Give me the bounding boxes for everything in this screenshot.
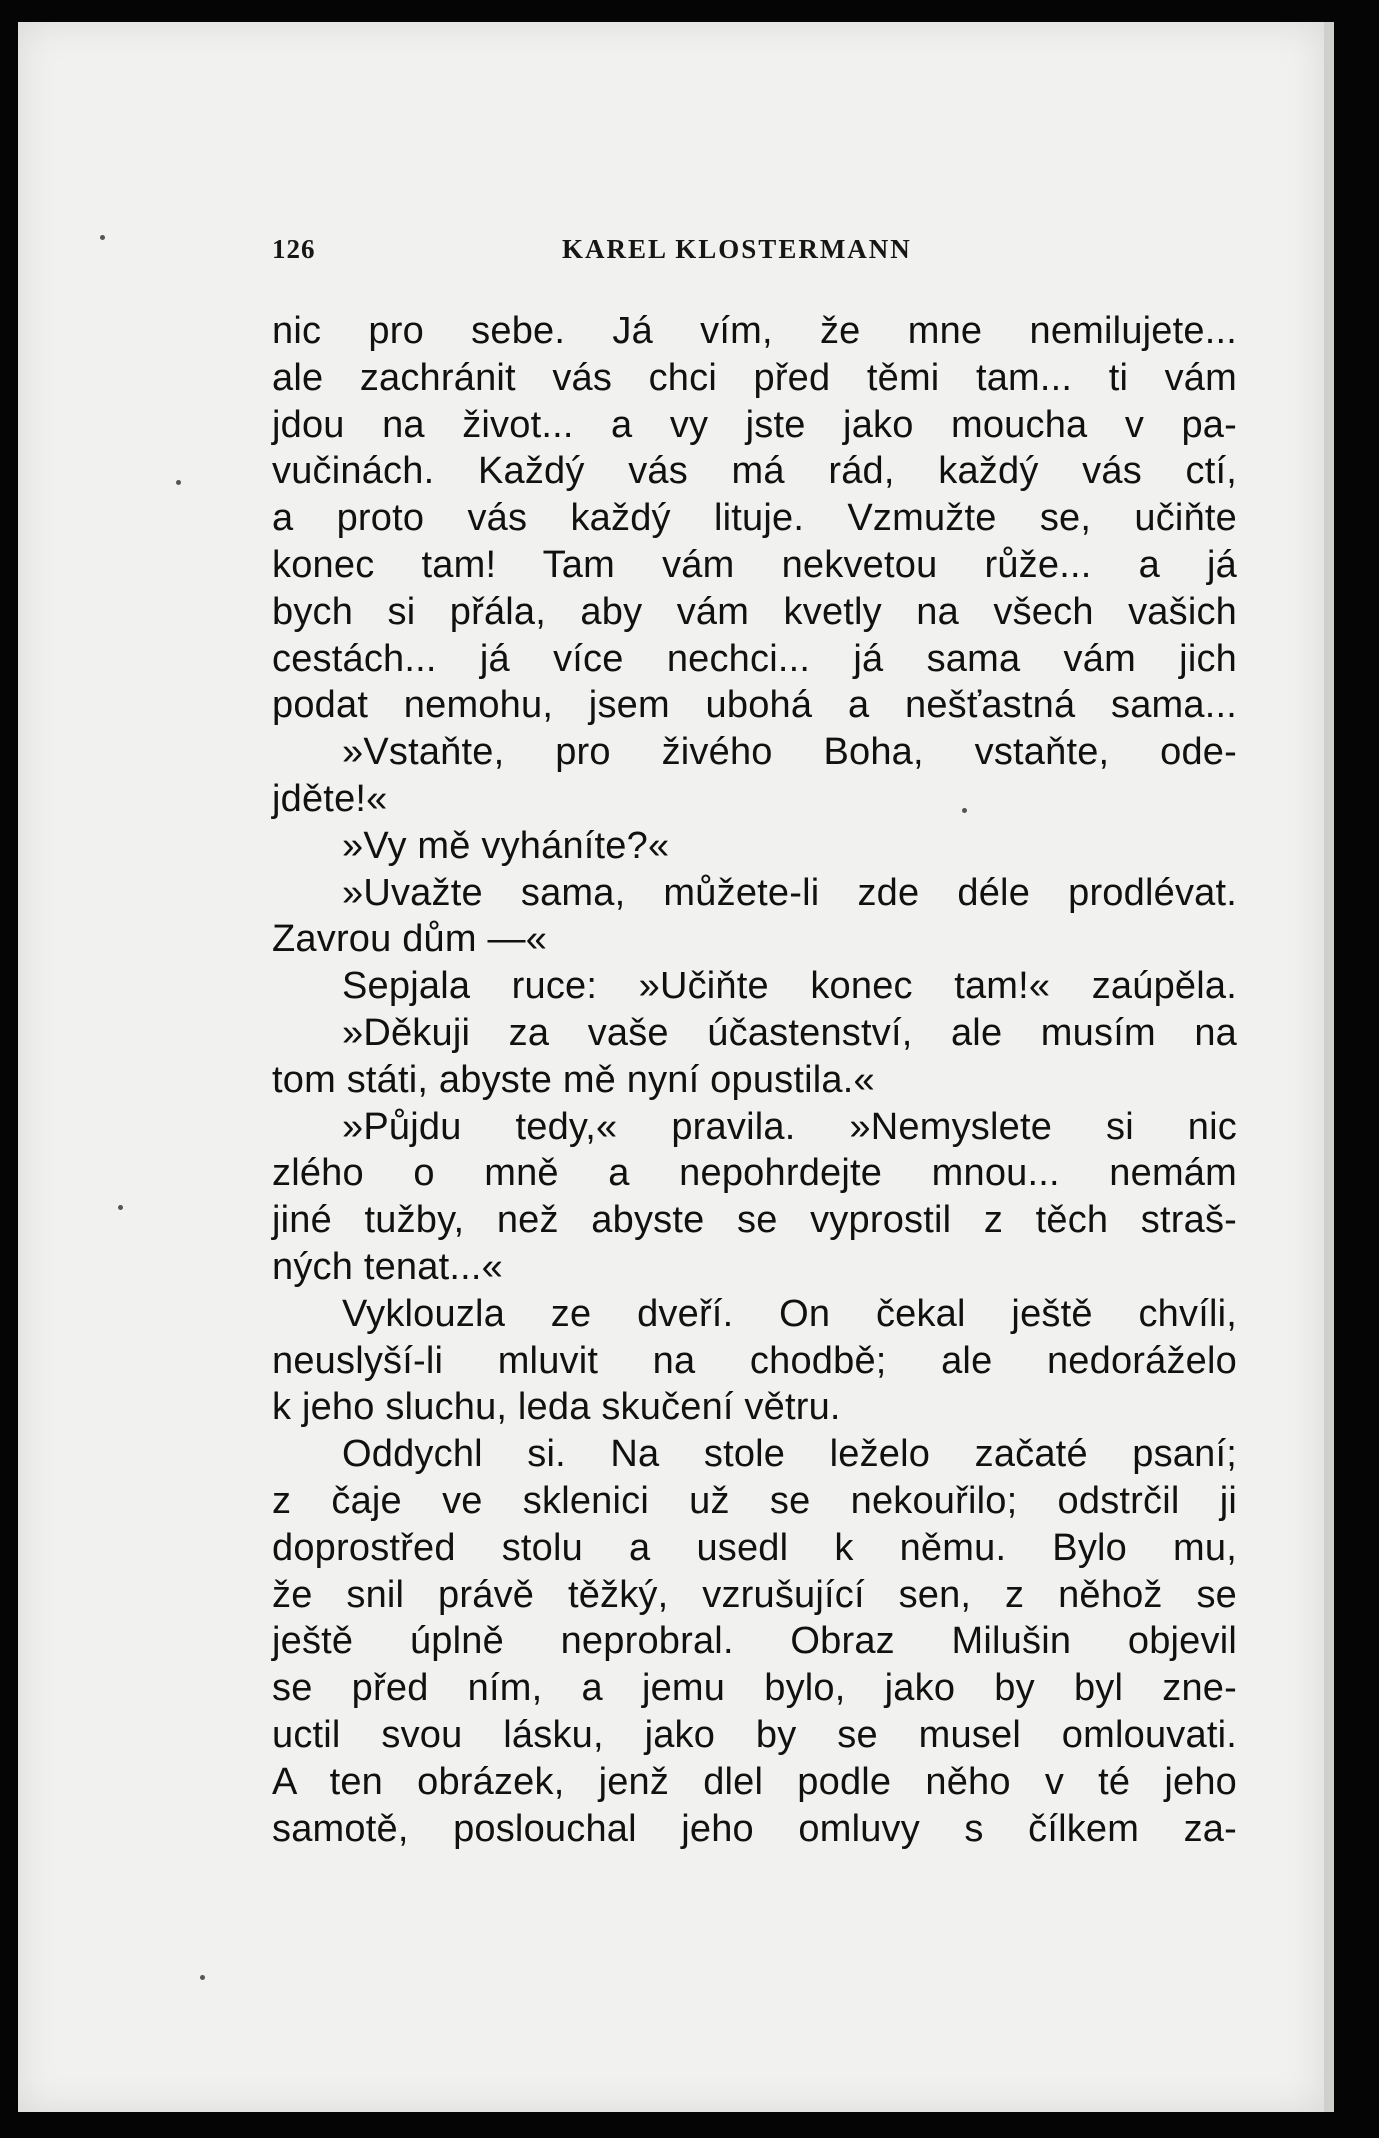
text-line: bych si přála, aby vám kvetly na všech vašich: [272, 590, 1237, 633]
text-line: A ten obrázek, jenž dlel podle něho v té jeho: [272, 1760, 1237, 1803]
text-line: samotě, poslouchal jeho omluvy s čílkem za-: [272, 1807, 1237, 1850]
running-head: KAREL KLOSTERMANN: [562, 234, 912, 264]
text-line: Zavrou dům —«: [272, 918, 548, 961]
text-line: tom státi, abyste mě nyní opustila.«: [272, 1058, 875, 1101]
text-line: nic pro sebe. Já vím, že mne nemilujete...: [272, 310, 1237, 352]
page-number: 126: [272, 234, 316, 264]
text-line: »Vy mě vyháníte?«: [342, 824, 670, 867]
text-line: »Uvažte sama, můžete-li zde déle prodlévat.: [342, 871, 1237, 914]
dust-speck: [200, 1975, 205, 1980]
text-line: podat nemohu, jsem ubohá a nešťastná sama...: [272, 684, 1237, 727]
page-edge: [1324, 22, 1334, 2112]
body-text: [272, 308, 1237, 1852]
text-line: cestách... já více nechci... já sama vám jich: [272, 637, 1237, 680]
text-line: »Vstaňte, pro živého Boha, vstaňte, ode-: [342, 731, 1237, 774]
text-line: ale zachránit vás chci před těmi tam... ti vám: [272, 356, 1237, 399]
text-line: ještě úplně neprobral. Obraz Milušin objevil: [272, 1620, 1237, 1663]
page-header: [272, 228, 1242, 272]
text-line: že snil právě těžký, vzrušující sen, z něhož se: [272, 1573, 1237, 1616]
text-line: jiné tužby, než abyste se vyprostil z těch straš-: [272, 1199, 1237, 1242]
text-line: »Děkuji za vaše účastenství, ale musím na: [342, 1011, 1237, 1054]
text-line: se před ním, a jemu bylo, jako by byl zne-: [272, 1667, 1237, 1710]
text-line: jděte!«: [272, 777, 388, 820]
text-line: zlého o mně a nepohrdejte mnou... nemám: [272, 1152, 1237, 1195]
text-line: a proto vás každý lituje. Vzmužte se, učiňte: [272, 497, 1237, 540]
text-line: Oddychl si. Na stole leželo začaté psaní;: [342, 1433, 1237, 1476]
text-line: z čaje ve sklenici už se nekouřilo; odstrčil ji: [272, 1479, 1237, 1522]
text-line: Vyklouzla ze dveří. On čekal ještě chvíli,: [342, 1292, 1237, 1335]
text-line: neuslyší-li mluvit na chodbě; ale nedoráželo: [272, 1339, 1237, 1382]
text-line: Sepjala ruce: »Učiňte konec tam!« zaúpěla.: [342, 965, 1237, 1008]
text-line: konec tam! Tam vám nekvetou růže... a já: [272, 543, 1237, 586]
text-line: jdou na život... a vy jste jako moucha v pa-: [272, 403, 1237, 446]
text-line: doprostřed stolu a usedl k němu. Bylo mu,: [272, 1526, 1237, 1569]
dust-speck: [118, 1205, 123, 1210]
text-line: k jeho sluchu, leda skučení větru.: [272, 1386, 841, 1429]
dust-speck: [100, 235, 105, 240]
text-line: uctil svou lásku, jako by se musel omlouvati.: [272, 1713, 1237, 1756]
text-line: »Půjdu tedy,« pravila. »Nemyslete si nic: [342, 1105, 1237, 1148]
dust-speck: [176, 480, 181, 485]
text-line: vučinách. Každý vás má rád, každý vás ctí,: [272, 450, 1237, 493]
text-line: ných tenat...«: [272, 1245, 503, 1288]
